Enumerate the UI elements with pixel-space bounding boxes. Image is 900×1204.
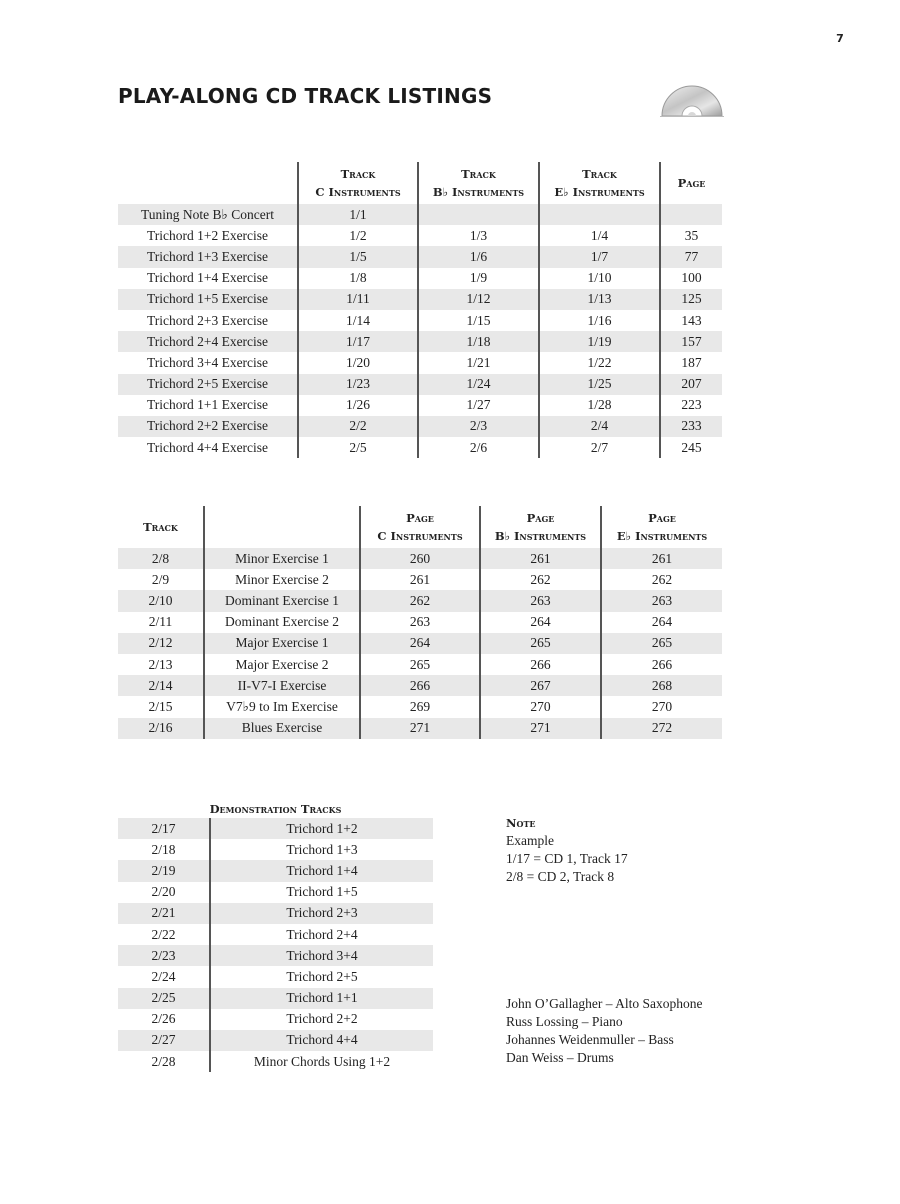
- page-c-cell: 269: [360, 696, 480, 717]
- page-c-cell: 265: [360, 654, 480, 675]
- credit-line: John O’Gallagher – Alto Saxophone: [506, 996, 703, 1011]
- page-bb-cell: 267: [480, 675, 601, 696]
- track-cell: 2/11: [148, 614, 173, 630]
- track-bb-cell: 1/15: [418, 310, 539, 331]
- note-line: Example: [506, 833, 554, 848]
- page-title: PLAY-ALONG CD TRACK LISTINGS: [118, 84, 493, 108]
- table-row: [118, 1030, 433, 1051]
- exercise-name-cell: Dominant Exercise 1: [204, 590, 360, 611]
- page-cell: [660, 204, 722, 225]
- page-eb-cell: 268: [601, 675, 722, 696]
- track-cell: 2/15: [148, 698, 173, 714]
- page-bb-cell: 263: [480, 590, 601, 611]
- demo-name-cell: Trichord 1+1: [210, 988, 433, 1009]
- exercise-name-cell: Minor Exercise 2: [204, 569, 360, 590]
- table-row: [118, 818, 433, 839]
- track-c-cell: 2/2: [298, 416, 418, 437]
- track-cell: 2/23: [118, 945, 210, 966]
- demo-name-cell: Trichord 3+4: [210, 945, 433, 966]
- page-cell: 77: [660, 246, 722, 267]
- track-c-cell: 2/5: [298, 437, 418, 458]
- page-bb-cell: 270: [480, 696, 601, 717]
- page-eb-cell: 261: [601, 548, 722, 569]
- table-row: [118, 268, 722, 289]
- track-cell: 2/18: [151, 841, 176, 857]
- page-cell: 100: [660, 268, 722, 289]
- note-line: 1/17 = CD 1, Track 17: [506, 851, 628, 866]
- track-bb-cell: 1/27: [418, 395, 539, 416]
- table-row: [118, 331, 722, 352]
- page-number: 7: [836, 32, 844, 45]
- track-table-exercises: [118, 506, 722, 739]
- track-eb-cell: 1/16: [539, 310, 660, 331]
- page-bb-cell: 266: [480, 654, 601, 675]
- track-bb-cell: 2/3: [418, 416, 539, 437]
- track-eb-cell: 1/7: [539, 246, 660, 267]
- credit-line: Dan Weiss – Drums: [506, 1050, 614, 1065]
- table-row: [118, 966, 433, 987]
- exercise-name-cell: Major Exercise 2: [204, 654, 360, 675]
- page-c-cell: 271: [360, 718, 480, 739]
- cd-icon: [660, 76, 724, 118]
- track-cell: 2/19: [118, 860, 210, 881]
- demo-name-cell: Trichord 2+3: [210, 903, 433, 924]
- exercise-name-cell: Dominant Exercise 2: [204, 612, 360, 633]
- credit-line: Russ Lossing – Piano: [506, 1014, 623, 1029]
- table-header-blank: [118, 162, 298, 204]
- track-cell: 2/12: [118, 633, 204, 654]
- table-row: [118, 718, 722, 739]
- note-heading: Note: [506, 816, 536, 830]
- page-cell: 35: [660, 225, 722, 246]
- demo-name-cell: Trichord 1+3: [210, 839, 433, 860]
- demo-name-cell: Trichord 2+2: [210, 1009, 433, 1030]
- track-bb-cell: [418, 204, 539, 225]
- track-eb-cell: 2/7: [539, 437, 660, 458]
- note-block: [506, 814, 628, 886]
- table-row: [118, 1009, 433, 1030]
- exercise-name-cell: Trichord 1+3 Exercise: [118, 246, 298, 267]
- page-cell: 157: [660, 331, 722, 352]
- exercise-name-cell: Tuning Note B♭ Concert: [118, 204, 298, 225]
- track-eb-cell: 1/19: [539, 331, 660, 352]
- exercise-name-cell: Trichord 2+3 Exercise: [146, 312, 269, 328]
- column-header: Track B♭ Instruments: [418, 162, 539, 204]
- table-row: [118, 437, 722, 458]
- track-cell: 2/17: [118, 818, 210, 839]
- table-row: [118, 675, 722, 696]
- table-row: [118, 882, 433, 903]
- exercise-name-cell: Trichord 1+5 Exercise: [118, 289, 298, 310]
- column-header: Track C Instruments: [298, 162, 418, 204]
- demo-name-cell: Trichord 4+4: [210, 1030, 433, 1051]
- track-cell: 2/26: [151, 1011, 176, 1027]
- table-row: [118, 374, 722, 395]
- exercise-name-cell: Trichord 1+4 Exercise: [146, 270, 269, 286]
- track-cell: 2/20: [151, 884, 176, 900]
- table-row: [118, 289, 722, 310]
- track-cell: 2/8: [118, 548, 204, 569]
- page-bb-cell: 271: [480, 718, 601, 739]
- exercise-name-cell: Trichord 3+4 Exercise: [146, 354, 269, 370]
- column-header: Track E♭ Instruments: [539, 162, 660, 204]
- table-row: [118, 839, 433, 860]
- track-cell: 2/28: [151, 1053, 176, 1069]
- table-row: [118, 225, 722, 246]
- table-row: [118, 612, 722, 633]
- track-c-cell: 1/2: [298, 225, 418, 246]
- track-c-cell: 1/5: [298, 246, 418, 267]
- exercise-name-cell: Trichord 2+5 Exercise: [118, 374, 298, 395]
- page-cell: 125: [660, 289, 722, 310]
- track-cell: 2/10: [118, 590, 204, 611]
- track-bb-cell: 1/18: [418, 331, 539, 352]
- exercise-name-cell: Trichord 2+4 Exercise: [118, 331, 298, 352]
- track-c-cell: 1/23: [298, 374, 418, 395]
- exercise-name-cell: Major Exercise 1: [204, 633, 360, 654]
- track-cell: 2/9: [151, 571, 170, 587]
- table-row: [118, 1051, 433, 1072]
- column-header: Page: [660, 162, 722, 204]
- page-eb-cell: 265: [601, 633, 722, 654]
- track-bb-cell: 1/24: [418, 374, 539, 395]
- page-c-cell: 261: [360, 569, 480, 590]
- column-header: Page B♭ Instruments: [480, 506, 601, 548]
- track-table-trichords: [118, 162, 722, 458]
- track-cell: 2/27: [118, 1030, 210, 1051]
- page-cell: 223: [660, 395, 722, 416]
- exercise-name-cell: Trichord 1+2 Exercise: [146, 227, 269, 243]
- column-header: [204, 506, 360, 548]
- page-cell: 187: [660, 352, 722, 373]
- track-cell: 2/16: [118, 718, 204, 739]
- track-cell: 2/25: [118, 988, 210, 1009]
- exercise-name-cell: Trichord 1+1 Exercise: [146, 397, 269, 413]
- table-row: [118, 590, 722, 611]
- exercise-name-cell: Trichord 2+2 Exercise: [118, 416, 298, 437]
- table-row: [118, 569, 722, 590]
- track-cell: 2/22: [151, 926, 176, 942]
- track-eb-cell: 2/4: [539, 416, 660, 437]
- exercise-name-cell: Minor Exercise 1: [204, 548, 360, 569]
- page-eb-cell: 262: [601, 569, 722, 590]
- table-row: [118, 395, 722, 416]
- exercise-name-cell: V7♭9 to Im Exercise: [204, 696, 360, 717]
- track-c-cell: 1/14: [298, 310, 418, 331]
- page-cell: 207: [660, 374, 722, 395]
- column-header: Track: [143, 520, 178, 534]
- page-bb-cell: 265: [480, 633, 601, 654]
- track-eb-cell: [539, 204, 660, 225]
- table-title: Demonstration Tracks: [209, 802, 342, 816]
- demo-name-cell: Trichord 1+4: [210, 860, 433, 881]
- page-c-cell: 260: [360, 548, 480, 569]
- page-c-cell: 263: [360, 612, 480, 633]
- track-eb-cell: 1/10: [539, 268, 660, 289]
- page-eb-cell: 266: [601, 654, 722, 675]
- table-row: [118, 945, 433, 966]
- track-bb-cell: 1/6: [418, 246, 539, 267]
- page-c-cell: 262: [360, 590, 480, 611]
- track-eb-cell: 1/22: [539, 352, 660, 373]
- table-row: [118, 352, 722, 373]
- track-eb-cell: 1/13: [539, 289, 660, 310]
- track-eb-cell: 1/25: [539, 374, 660, 395]
- track-cell: 2/14: [118, 675, 204, 696]
- page-eb-cell: 263: [601, 590, 722, 611]
- track-c-cell: 1/1: [298, 204, 418, 225]
- page-bb-cell: 264: [480, 612, 601, 633]
- track-c-cell: 1/20: [298, 352, 418, 373]
- credits: [506, 995, 702, 1067]
- column-header: Page E♭ Instruments: [601, 506, 722, 548]
- table-row: [118, 924, 433, 945]
- table-row: [118, 246, 722, 267]
- table-row: [118, 310, 722, 331]
- exercise-name-cell: Trichord 4+4 Exercise: [146, 439, 269, 455]
- track-c-cell: 1/17: [298, 331, 418, 352]
- demo-name-cell: Trichord 2+4: [210, 924, 433, 945]
- exercise-name-cell: II-V7-I Exercise: [204, 675, 360, 696]
- column-header: Page C Instruments: [360, 506, 480, 548]
- page-c-cell: 264: [360, 633, 480, 654]
- credit-line: Johannes Weidenmuller – Bass: [506, 1032, 674, 1047]
- page-eb-cell: 264: [601, 612, 722, 633]
- table-row: [118, 633, 722, 654]
- demo-name-cell: Trichord 1+2: [210, 818, 433, 839]
- table-row: [118, 548, 722, 569]
- track-bb-cell: 2/6: [418, 437, 539, 458]
- table-row: [118, 860, 433, 881]
- page-eb-cell: 270: [601, 696, 722, 717]
- table-row: [118, 696, 722, 717]
- track-cell: 2/13: [148, 656, 173, 672]
- table-row: [118, 903, 433, 924]
- track-c-cell: 1/8: [298, 268, 418, 289]
- page-cell: 245: [660, 437, 722, 458]
- page-eb-cell: 272: [601, 718, 722, 739]
- track-c-cell: 1/11: [298, 289, 418, 310]
- table-row: [118, 654, 722, 675]
- table-row: [118, 416, 722, 437]
- table-row: [118, 204, 722, 225]
- track-eb-cell: 1/28: [539, 395, 660, 416]
- track-cell: 2/24: [151, 968, 176, 984]
- track-bb-cell: 1/3: [418, 225, 539, 246]
- track-cell: 2/21: [118, 903, 210, 924]
- page-cell: 143: [660, 310, 722, 331]
- demonstration-tracks-table: [118, 800, 433, 1072]
- exercise-name-cell: Blues Exercise: [204, 718, 360, 739]
- demo-name-cell: Trichord 1+5: [210, 882, 433, 903]
- note-line: 2/8 = CD 2, Track 8: [506, 869, 615, 884]
- track-bb-cell: 1/12: [418, 289, 539, 310]
- demo-name-cell: Minor Chords Using 1+2: [210, 1051, 433, 1072]
- track-bb-cell: 1/9: [418, 268, 539, 289]
- page-cell: 233: [660, 416, 722, 437]
- page-bb-cell: 261: [480, 548, 601, 569]
- track-c-cell: 1/26: [298, 395, 418, 416]
- demo-name-cell: Trichord 2+5: [210, 966, 433, 987]
- track-eb-cell: 1/4: [539, 225, 660, 246]
- track-bb-cell: 1/21: [418, 352, 539, 373]
- table-row: [118, 988, 433, 1009]
- page-c-cell: 266: [360, 675, 480, 696]
- page-bb-cell: 262: [480, 569, 601, 590]
